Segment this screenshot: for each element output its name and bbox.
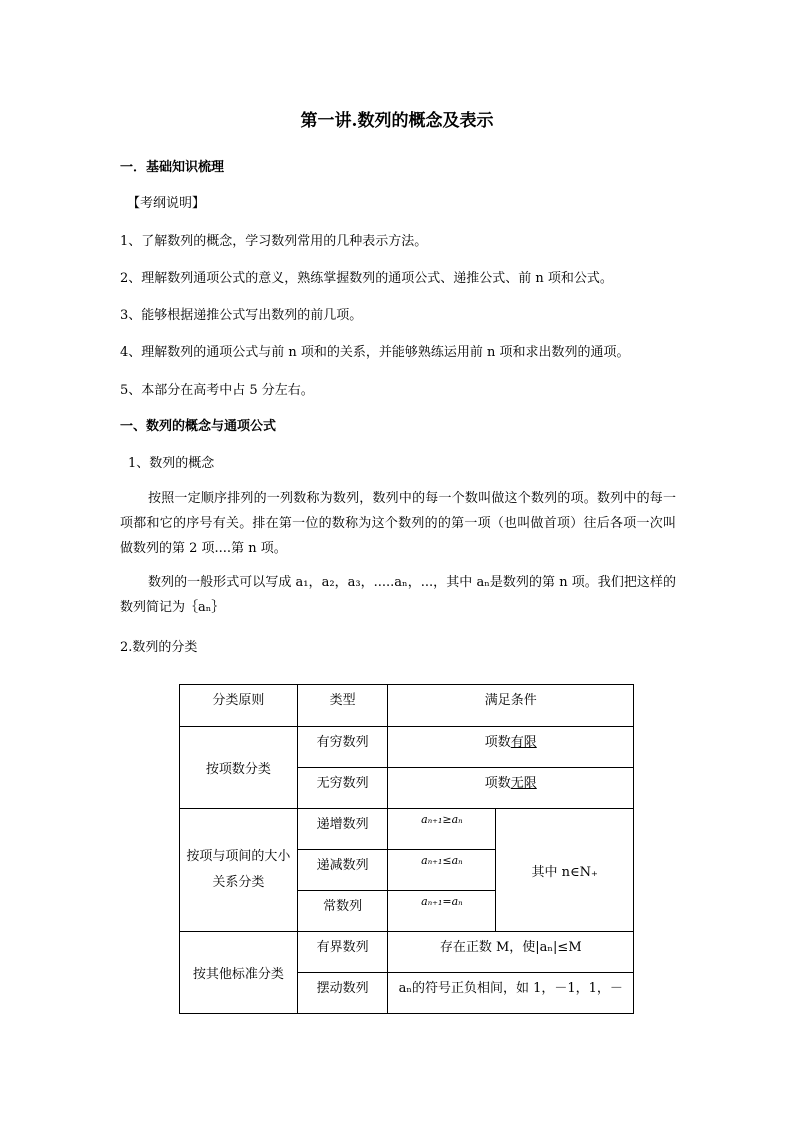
paragraph-general-form: 数列的一般形式可以写成 a₁，a₂，a₃，.....aₙ，...，其中 aₙ是数列的第 n 项。我们把这样的数列简记为｛aₙ｝ — [120, 575, 676, 615]
type-cell: 有穷数列 — [297, 727, 388, 768]
subheading-concept: 1、数列的概念 — [128, 456, 215, 471]
condition-cell: aₙ₊₁≥aₙ — [388, 809, 496, 850]
section-heading-concept: 一、数列的概念与通项公式 — [120, 419, 277, 434]
table-header-row — [180, 685, 634, 727]
syllabus-item: 5、本部分在高考中占 5 分左右。 — [120, 383, 314, 398]
type-cell: 无穷数列 — [297, 768, 388, 809]
condition-cell: aₙ₊₁≤aₙ — [388, 850, 496, 891]
type-cell: 递减数列 — [297, 850, 388, 891]
syllabus-item: 1、了解数列的概念，学习数列常用的几种表示方法。 — [120, 234, 428, 249]
table-row — [180, 809, 634, 850]
condition-cell: 项数有限 — [388, 727, 634, 768]
note-cell: 其中 n∈N₊ — [496, 809, 634, 932]
type-cell: 有界数列 — [297, 932, 388, 973]
table-header: 分类原则 — [180, 685, 298, 727]
type-cell: 递增数列 — [297, 809, 388, 850]
page-title: 第一讲.数列的概念及表示 — [300, 111, 494, 131]
condition-cell: 项数无限 — [388, 768, 634, 809]
classification-table — [179, 684, 634, 1014]
condition-cell: 存在正数 M，使|aₙ|≤M — [388, 932, 634, 973]
syllabus-item: 4、理解数列的通项公式与前 n 项和的关系，并能够熟练运用前 n 项和求出数列的通项。 — [120, 345, 630, 360]
section-heading-basics: 一．基础知识梳理 — [120, 160, 225, 175]
subheading-classification: 2.数列的分类 — [120, 640, 198, 655]
condition-cell: aₙ₊₁=aₙ — [388, 891, 496, 932]
type-cell: 摆动数列 — [297, 973, 388, 1014]
table-header: 类型 — [297, 685, 388, 727]
principle-cell: 按项与项间的大小关系分类 — [180, 809, 298, 932]
table-row — [180, 727, 634, 768]
principle-cell: 按其他标准分类 — [180, 932, 298, 1014]
condition-cell: aₙ的符号正负相间，如 1，－1，1，－ — [388, 973, 634, 1014]
principle-cell: 按项数分类 — [180, 727, 298, 809]
paragraph-definition: 按照一定顺序排列的一列数称为数列，数列中的每一个数叫做这个数列的项。数列中的每一项都和它的序号有关。排在第一位的数称为这个数列的的第一项（也叫做首项）往后各项一次叫做数列的第 2 项....第 n 项。 — [120, 491, 676, 556]
syllabus-heading: 【考纲说明】 — [127, 196, 206, 211]
syllabus-item: 3、能够根据递推公式写出数列的前几项。 — [120, 308, 363, 323]
syllabus-item: 2、理解数列通项公式的意义，熟练掌握数列的通项公式、递推公式、前 n 项和公式。 — [120, 271, 613, 286]
table-row — [180, 932, 634, 973]
type-cell: 常数列 — [297, 891, 388, 932]
table-header: 满足条件 — [388, 685, 634, 727]
